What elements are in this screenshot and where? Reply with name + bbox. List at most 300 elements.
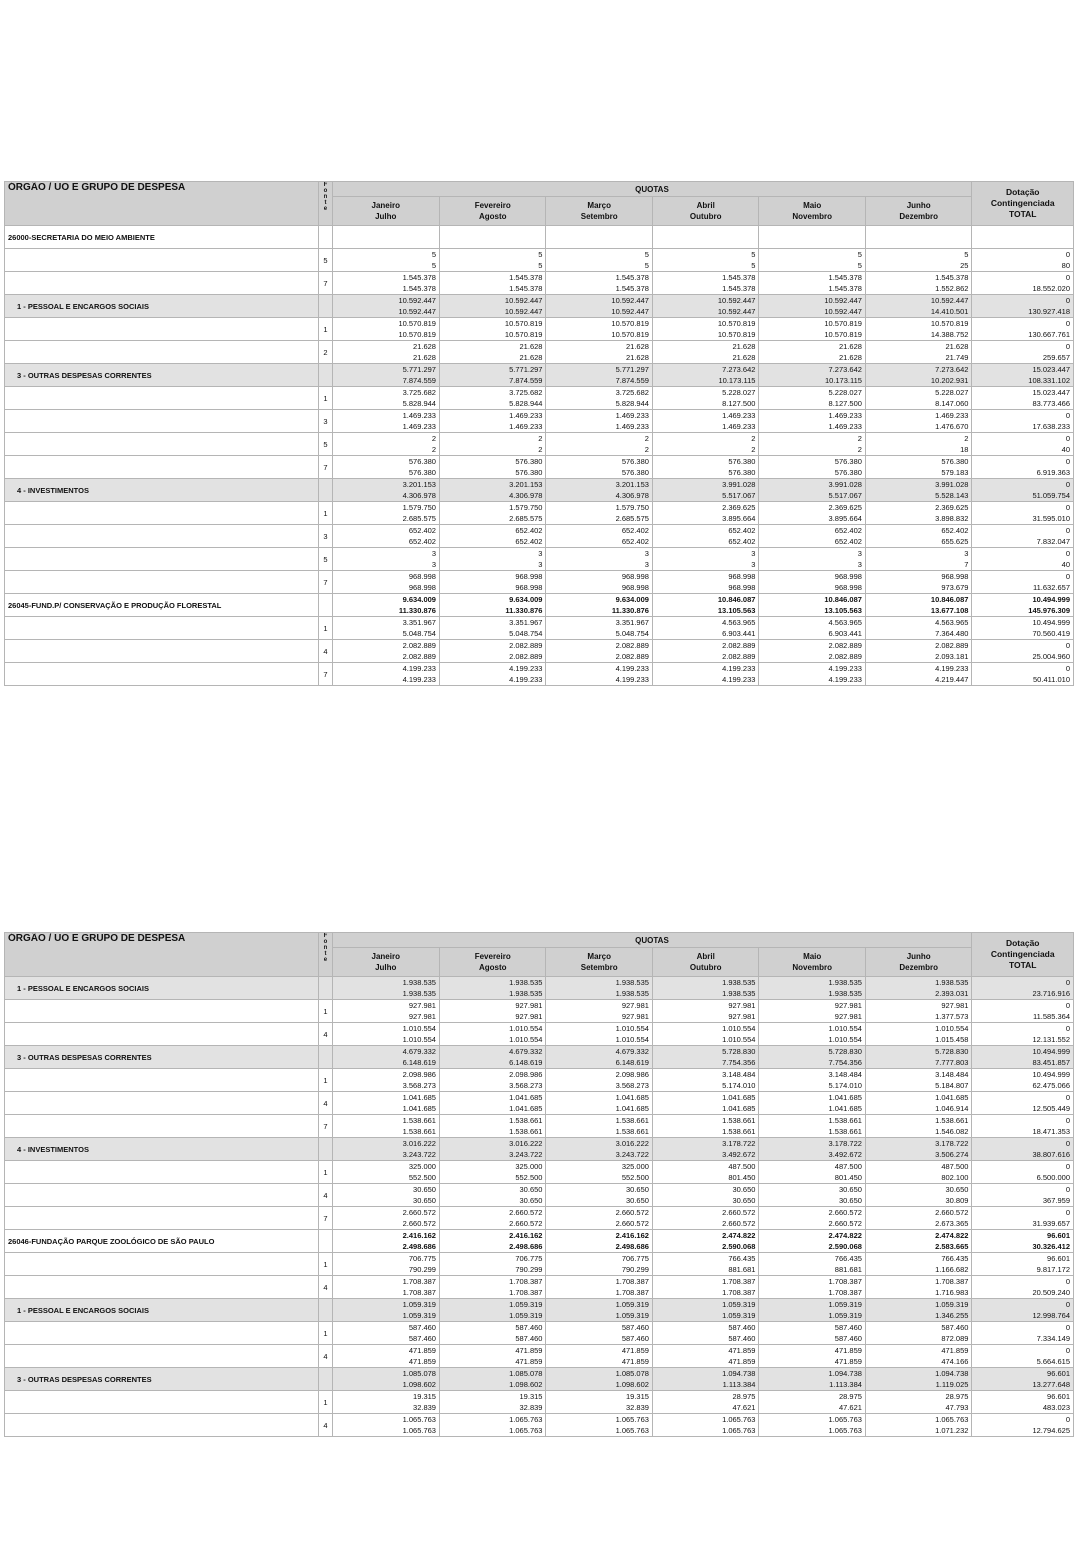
value-second-semester: 30.650 (626, 1196, 649, 1205)
value-second-semester: 21.749 (945, 353, 969, 362)
quota-cell (759, 1046, 865, 1069)
value-second-semester: 968.998 (408, 583, 436, 592)
fonte-row (5, 272, 1074, 295)
value-first-semester: 1.545.378 (828, 273, 862, 282)
dotacao-cell (972, 1092, 1074, 1115)
quota-cell (652, 1023, 758, 1046)
quota-cell (759, 1000, 865, 1023)
quota-cell (439, 295, 545, 318)
value-second-semester: 968.998 (515, 583, 543, 592)
month-top: Maio (803, 201, 822, 210)
quota-cell (652, 1092, 758, 1115)
value-first-semester: 1.708.387 (828, 1277, 862, 1286)
value-second-semester: 3.492.672 (722, 1150, 756, 1159)
quota-cell (865, 341, 972, 364)
value-first-semester: 4.199.233 (509, 664, 543, 673)
value-second-semester: 145.976.309 (1028, 606, 1070, 615)
quota-cell (332, 1322, 439, 1345)
month-header (332, 197, 439, 226)
value-first-semester: 4.563.965 (828, 618, 862, 627)
fonte-row (5, 1391, 1074, 1414)
value-second-semester: 3.506.274 (935, 1150, 969, 1159)
quota-cell (759, 1138, 865, 1161)
value-second-semester: 471.859 (515, 1357, 543, 1366)
value-first-semester: 10.570.819 (504, 319, 543, 328)
value-first-semester: 1.538.661 (935, 1116, 969, 1125)
value-second-semester: 802.100 (941, 1173, 969, 1182)
value-first-semester: 576.380 (621, 457, 649, 466)
value-second-semester: 2.082.889 (402, 652, 436, 661)
value-first-semester: 4.199.233 (722, 664, 756, 673)
expense-group-row (5, 479, 1074, 502)
value-second-semester: 2.660.572 (402, 1219, 436, 1228)
value-first-semester: 1.938.535 (509, 978, 543, 987)
quota-cell (652, 1345, 758, 1368)
value-first-semester: 766.435 (941, 1254, 969, 1263)
value-second-semester: 587.460 (621, 1334, 649, 1343)
quota-cell (652, 548, 758, 571)
expense-group-row (5, 977, 1074, 1000)
quota-cell (652, 341, 758, 364)
value-first-semester: 1.708.387 (935, 1277, 969, 1286)
quota-cell (332, 387, 439, 410)
value-first-semester: 2 (857, 434, 862, 443)
value-second-semester: 579.183 (941, 468, 969, 477)
value-first-semester: 21.628 (519, 342, 543, 351)
value-second-semester: 5 (857, 261, 862, 270)
expense-group-row (5, 295, 1074, 318)
quota-cell (759, 387, 865, 410)
value-first-semester: 652.402 (834, 526, 862, 535)
value-second-semester: 3.568.273 (402, 1081, 436, 1090)
dotacao-header (972, 182, 1074, 226)
quota-cell (759, 1391, 865, 1414)
value-first-semester: 2.369.625 (828, 503, 862, 512)
row-label (5, 1184, 319, 1207)
value-second-semester: 83.773.466 (1032, 399, 1070, 408)
fonte-code: 1 (319, 1069, 332, 1092)
value-second-semester: 12.794.625 (1032, 1426, 1070, 1435)
value-first-semester: 652.402 (941, 526, 969, 535)
quota-cell (865, 1092, 972, 1115)
value-second-semester: 1.065.763 (615, 1426, 649, 1435)
value-second-semester: 790.299 (515, 1265, 543, 1274)
value-first-semester: 2.082.889 (509, 641, 543, 650)
value-second-semester: 1.071.232 (935, 1426, 969, 1435)
value-second-semester: 8.127.500 (828, 399, 862, 408)
value-second-semester: 968.998 (834, 583, 862, 592)
value-first-semester: 2 (431, 434, 436, 443)
month-header (759, 948, 865, 977)
value-first-semester: 5.771.297 (402, 365, 436, 374)
value-second-semester: 2 (538, 445, 543, 454)
value-second-semester: 1.041.685 (722, 1104, 756, 1113)
value-first-semester: 1.059.319 (935, 1300, 969, 1309)
quota-cell (332, 479, 439, 502)
month-header (652, 948, 758, 977)
value-first-semester: 5.228.027 (722, 388, 756, 397)
fonte-row (5, 1023, 1074, 1046)
quota-cell (652, 640, 758, 663)
value-first-semester: 2.098.986 (509, 1070, 543, 1079)
quota-cell (439, 1207, 545, 1230)
dotacao-cell (972, 1000, 1074, 1023)
quota-cell (759, 1230, 865, 1253)
value-first-semester: 587.460 (621, 1323, 649, 1332)
value-second-semester: 18.552.020 (1032, 284, 1070, 293)
value-first-semester: 968.998 (408, 572, 436, 581)
value-first-semester: 968.998 (941, 572, 969, 581)
quota-cell (332, 1092, 439, 1115)
value-first-semester: 1.065.763 (509, 1415, 543, 1424)
value-first-semester: 4.679.332 (509, 1047, 543, 1056)
quota-cell (865, 226, 972, 249)
fonte-letter: t (324, 951, 327, 957)
value-second-semester: 576.380 (408, 468, 436, 477)
quota-cell (332, 571, 439, 594)
quota-cell (439, 1046, 545, 1069)
fonte-code (319, 1299, 332, 1322)
dotacao-cell (972, 295, 1074, 318)
value-second-semester: 968.998 (728, 583, 756, 592)
value-first-semester: 3.725.682 (509, 388, 543, 397)
dotacao-cell (972, 548, 1074, 571)
quota-cell (865, 1115, 972, 1138)
dotacao-cell (972, 433, 1074, 456)
value-first-semester: 5 (857, 250, 862, 259)
fonte-letter: t (324, 200, 327, 206)
quota-cell (439, 318, 545, 341)
value-first-semester: 706.775 (515, 1254, 543, 1263)
quota-cell (865, 977, 972, 1000)
quota-cell (759, 364, 865, 387)
fonte-row (5, 617, 1074, 640)
quota-cell (759, 341, 865, 364)
value-first-semester: 2.416.162 (509, 1231, 543, 1240)
value-first-semester: 1.469.233 (722, 411, 756, 420)
dotacao-cell (972, 1345, 1074, 1368)
quota-cell (865, 1023, 972, 1046)
value-first-semester: 1.065.763 (828, 1415, 862, 1424)
quota-cell (546, 456, 652, 479)
quota-cell (439, 1345, 545, 1368)
value-first-semester: 7.273.642 (828, 365, 862, 374)
value-second-semester: 6.919.363 (1036, 468, 1070, 477)
value-first-semester: 471.859 (515, 1346, 543, 1355)
value-first-semester: 21.628 (945, 342, 969, 351)
quota-cell (332, 1253, 439, 1276)
quota-cell (759, 1345, 865, 1368)
fonte-code: 1 (319, 387, 332, 410)
quota-cell (865, 410, 972, 433)
value-second-semester: 801.450 (728, 1173, 756, 1182)
value-second-semester: 4.306.978 (402, 491, 436, 500)
value-second-semester: 2.660.572 (615, 1219, 649, 1228)
row-label (5, 1207, 319, 1230)
fonte-code: 3 (319, 410, 332, 433)
quota-cell (759, 479, 865, 502)
fonte-letter: o (323, 939, 328, 945)
quota-cell (759, 272, 865, 295)
quota-cell (759, 1069, 865, 1092)
value-first-semester: 587.460 (941, 1323, 969, 1332)
value-second-semester: 471.859 (408, 1357, 436, 1366)
value-first-semester: 1.545.378 (509, 273, 543, 282)
month-bottom: Novembro (792, 212, 832, 221)
row-label: 4 - INVESTIMENTOS (5, 479, 319, 502)
quota-cell (759, 548, 865, 571)
value-second-semester: 5.828.944 (509, 399, 543, 408)
value-second-semester: 4.199.233 (722, 675, 756, 684)
value-second-semester: 655.625 (941, 537, 969, 546)
quota-cell (332, 1230, 439, 1253)
value-second-semester: 552.500 (515, 1173, 543, 1182)
fonte-letter: n (323, 945, 328, 951)
value-first-semester: 7.273.642 (935, 365, 969, 374)
quota-cell (546, 387, 652, 410)
value-second-semester: 4.199.233 (828, 675, 862, 684)
quotas-header: QUOTAS (332, 933, 972, 948)
value-first-semester: 10.592.447 (504, 296, 543, 305)
quota-cell (759, 318, 865, 341)
value-first-semester: 3.201.153 (402, 480, 436, 489)
quota-cell (439, 502, 545, 525)
value-second-semester: 587.460 (408, 1334, 436, 1343)
value-second-semester: 4.199.233 (402, 675, 436, 684)
value-second-semester: 2.498.686 (509, 1242, 543, 1251)
value-first-semester: 3 (964, 549, 969, 558)
quota-cell (439, 1253, 545, 1276)
value-second-semester: 367.959 (1042, 1196, 1070, 1205)
value-second-semester: 6.903.441 (828, 629, 862, 638)
value-second-semester: 108.331.102 (1028, 376, 1070, 385)
value-second-semester: 1.938.535 (615, 989, 649, 998)
value-first-semester: 1.545.378 (935, 273, 969, 282)
quota-cell (652, 1000, 758, 1023)
value-second-semester: 4.199.233 (615, 675, 649, 684)
value-first-semester: 5.228.027 (935, 388, 969, 397)
month-header (332, 948, 439, 977)
quota-cell (652, 410, 758, 433)
fonte-code: 4 (319, 1023, 332, 1046)
value-first-semester: 652.402 (408, 526, 436, 535)
quota-cell (865, 479, 972, 502)
value-second-semester: 973.679 (941, 583, 969, 592)
value-second-semester: 471.859 (621, 1357, 649, 1366)
value-second-semester: 6.903.441 (722, 629, 756, 638)
fonte-row (5, 1253, 1074, 1276)
value-second-semester: 1.545.378 (509, 284, 543, 293)
value-first-semester: 1.010.554 (615, 1024, 649, 1033)
month-top: Maio (803, 952, 822, 961)
value-second-semester: 2.685.575 (615, 514, 649, 523)
value-second-semester: 47.621 (732, 1403, 756, 1412)
value-second-semester: 5.828.944 (615, 399, 649, 408)
quota-cell (759, 249, 865, 272)
value-second-semester: 9.817.172 (1036, 1265, 1070, 1274)
quota-cell (652, 1161, 758, 1184)
value-first-semester: 487.500 (728, 1162, 756, 1171)
quota-cell (332, 1069, 439, 1092)
row-label (5, 1092, 319, 1115)
dotacao-header (972, 933, 1074, 977)
value-first-semester: 1.085.078 (615, 1369, 649, 1378)
quota-cell (439, 1322, 545, 1345)
quota-cell (439, 1000, 545, 1023)
value-second-semester: 70.560.419 (1032, 629, 1070, 638)
fonte-code: 1 (319, 1391, 332, 1414)
quota-cell (332, 1391, 439, 1414)
value-first-semester: 2.660.572 (509, 1208, 543, 1217)
quota-cell (546, 433, 652, 456)
quota-cell (865, 1069, 972, 1092)
fonte-code: 7 (319, 1207, 332, 1230)
value-first-semester: 7.273.642 (722, 365, 756, 374)
quota-cell (865, 594, 972, 617)
value-second-semester: 587.460 (728, 1334, 756, 1343)
value-second-semester: 1.469.233 (402, 422, 436, 431)
month-header (865, 197, 972, 226)
quota-cell (546, 1391, 652, 1414)
quota-cell (439, 410, 545, 433)
value-second-semester: 13.105.563 (717, 606, 756, 615)
value-second-semester: 1.015.458 (935, 1035, 969, 1044)
quota-cell (652, 663, 758, 686)
value-first-semester: 1.938.535 (722, 978, 756, 987)
value-second-semester: 13.105.563 (824, 606, 862, 615)
value-second-semester: 7 (964, 560, 969, 569)
quota-cell (865, 1391, 972, 1414)
value-second-semester: 1.469.233 (509, 422, 543, 431)
quota-cell (332, 295, 439, 318)
value-first-semester: 10.592.447 (611, 296, 649, 305)
value-second-semester: 11.330.876 (398, 606, 436, 615)
quota-cell (865, 663, 972, 686)
quota-cell (332, 272, 439, 295)
value-second-semester: 1.938.535 (828, 989, 862, 998)
value-first-semester: 2.416.162 (402, 1231, 436, 1240)
value-second-semester: 40 (1061, 560, 1070, 569)
fonte-code (319, 977, 332, 1000)
fonte-row (5, 249, 1074, 272)
dotacao-cell (972, 1046, 1074, 1069)
value-first-semester: 0 (1065, 1116, 1070, 1125)
value-second-semester: 17.638.233 (1032, 422, 1070, 431)
dotacao-cell (972, 525, 1074, 548)
value-second-semester: 12.131.552 (1032, 1035, 1070, 1044)
fonte-code: 7 (319, 663, 332, 686)
value-second-semester: 1.708.387 (722, 1288, 756, 1297)
value-second-semester: 62.475.066 (1032, 1081, 1070, 1090)
dotacao-cell (972, 1368, 1074, 1391)
fonte-row (5, 548, 1074, 571)
quota-cell (332, 1115, 439, 1138)
quota-cell (439, 1414, 545, 1437)
value-first-semester: 96.601 (1047, 1231, 1070, 1240)
value-second-semester: 18.471.353 (1032, 1127, 1070, 1136)
value-second-semester: 927.981 (621, 1012, 649, 1021)
value-first-semester: 0 (1065, 273, 1070, 282)
value-first-semester: 766.435 (728, 1254, 756, 1263)
value-first-semester: 1.938.535 (935, 978, 969, 987)
quota-cell (332, 456, 439, 479)
value-first-semester: 28.975 (732, 1392, 756, 1401)
value-second-semester: 927.981 (728, 1012, 756, 1021)
month-header (652, 197, 758, 226)
value-first-semester: 1.059.319 (615, 1300, 649, 1309)
quota-cell (865, 1230, 972, 1253)
fonte-code: 5 (319, 249, 332, 272)
value-first-semester: 1.545.378 (722, 273, 756, 282)
value-second-semester: 1.716.983 (935, 1288, 969, 1297)
dotacao-cell (972, 1184, 1074, 1207)
value-first-semester: 2.660.572 (935, 1208, 969, 1217)
value-second-semester: 790.299 (621, 1265, 649, 1274)
dotacao-cell (972, 571, 1074, 594)
month-top: Março (587, 952, 611, 961)
value-first-semester: 1.538.661 (509, 1116, 543, 1125)
value-first-semester: 30.650 (945, 1185, 969, 1194)
fonte-row (5, 1000, 1074, 1023)
value-first-semester: 2.082.889 (402, 641, 436, 650)
value-second-semester: 2.673.365 (935, 1219, 969, 1228)
row-label (5, 617, 319, 640)
quota-cell (652, 387, 758, 410)
value-second-semester: 2 (751, 445, 756, 454)
value-second-semester: 1.041.685 (402, 1104, 436, 1113)
value-first-semester: 0 (1065, 1162, 1070, 1171)
quota-cell (332, 502, 439, 525)
value-second-semester: 3.895.664 (828, 514, 862, 523)
value-first-semester: 0 (1065, 1208, 1070, 1217)
value-second-semester: 2.590.068 (828, 1242, 862, 1251)
fonte-code: 7 (319, 272, 332, 295)
value-first-semester: 30.650 (413, 1185, 436, 1194)
value-first-semester: 1.065.763 (402, 1415, 436, 1424)
quota-cell (865, 640, 972, 663)
value-second-semester: 7.777.803 (935, 1058, 969, 1067)
value-first-semester: 21.628 (838, 342, 862, 351)
value-second-semester: 11.330.876 (611, 606, 649, 615)
value-first-semester: 5.728.830 (828, 1047, 862, 1056)
fonte-code (319, 479, 332, 502)
quota-cell (439, 387, 545, 410)
quota-cell (546, 1069, 652, 1092)
quota-cell (865, 1345, 972, 1368)
value-second-semester: 3 (431, 560, 436, 569)
month-bottom: Agosto (478, 963, 507, 972)
quota-cell (652, 479, 758, 502)
value-first-semester: 968.998 (515, 572, 543, 581)
value-first-semester: 3.201.153 (615, 480, 649, 489)
fonte-code (319, 295, 332, 318)
dotacao-cell (972, 226, 1074, 249)
value-first-semester: 471.859 (941, 1346, 969, 1355)
value-first-semester: 0 (1065, 572, 1070, 581)
quota-cell (652, 525, 758, 548)
value-first-semester: 1.469.233 (615, 411, 649, 420)
row-label (5, 410, 319, 433)
value-second-semester: 1.545.378 (722, 284, 756, 293)
quota-cell (439, 1230, 545, 1253)
month-top: Fevereiro (474, 952, 511, 961)
value-second-semester: 32.839 (519, 1403, 543, 1412)
quota-cell (652, 571, 758, 594)
month-bottom: Novembro (792, 963, 832, 972)
quota-cell (759, 594, 865, 617)
value-first-semester: 1.708.387 (509, 1277, 543, 1286)
value-first-semester: 927.981 (728, 1001, 756, 1010)
